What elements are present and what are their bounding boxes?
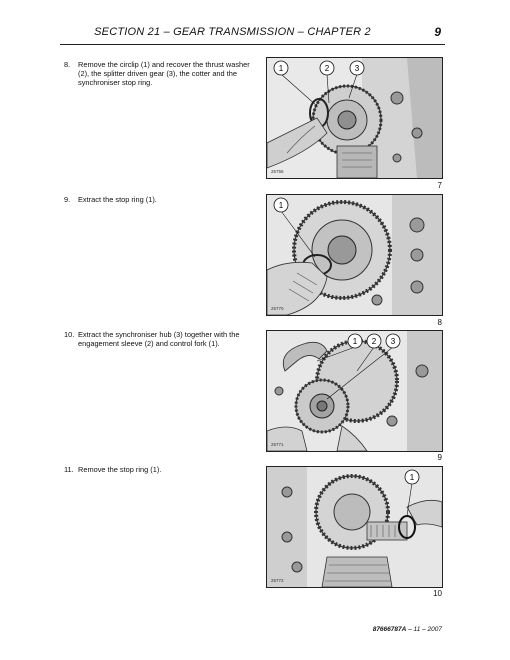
page-header <box>60 24 445 45</box>
figure-number: 7 <box>437 181 442 190</box>
document-code: 87666787A <box>372 626 407 633</box>
figure-code: 25770 <box>271 306 284 311</box>
callout-2: 2 <box>324 64 330 73</box>
page-number: 9 <box>434 25 441 39</box>
step-text: Remove the circlip (1) and recover the thrust washer (2), the splitter driven gear (3), the cotter and the synchroniser stop ring. <box>78 60 250 88</box>
figure-number: 10 <box>433 589 442 598</box>
step-number: 10. <box>64 330 75 339</box>
gearbox-illustration <box>267 195 442 315</box>
gearbox-illustration <box>267 58 442 178</box>
figure-number: 8 <box>437 318 442 327</box>
step-number: 9. <box>64 195 71 204</box>
callout-1: 1 <box>352 337 358 346</box>
callout-3: 3 <box>354 64 360 73</box>
figure-7 <box>266 57 443 179</box>
callout-1: 1 <box>278 201 284 210</box>
callout-1: 1 <box>278 64 284 73</box>
callout-3: 3 <box>390 337 396 346</box>
document-date: – 11 – 2007 <box>408 626 442 633</box>
step-text: Extract the synchroniser hub (3) together with the engagement sleeve (2) and control fork (1). <box>78 330 240 349</box>
figure-number: 9 <box>437 453 442 462</box>
step-number: 11. <box>64 465 74 474</box>
callout-1: 1 <box>409 473 415 482</box>
gearbox-illustration <box>267 467 442 587</box>
figure-code: 25772 <box>271 578 284 583</box>
figure-code: 25771 <box>271 442 284 447</box>
figure-code: 25756 <box>271 169 284 174</box>
step-number: 8. <box>64 60 71 69</box>
step-text: Extract the stop ring (1). <box>78 195 157 204</box>
page-footer <box>373 626 442 633</box>
figure-9 <box>266 330 443 452</box>
callout-2: 2 <box>371 337 377 346</box>
step-text: Remove the stop ring (1). <box>78 465 162 474</box>
section-title: SECTION 21 – GEAR TRANSMISSION – CHAPTER 2 <box>94 26 371 38</box>
figure-10 <box>266 466 443 588</box>
gearbox-illustration <box>267 331 442 451</box>
figure-8 <box>266 194 443 316</box>
